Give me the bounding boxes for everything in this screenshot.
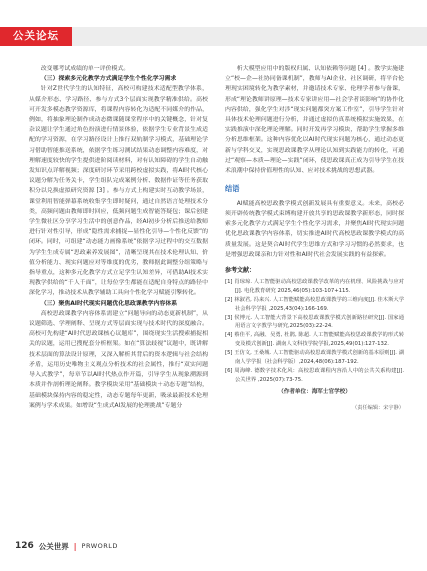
reference-item: [3] 侯博元. 人工智能大背景下高校思政课教学模式创新路径研究[J]. 国家通用语言文字教学与研究,2025(03):22-24.	[225, 314, 404, 330]
column-header-bar	[0, 27, 427, 46]
editor-note: （责任编辑：宋宇静）	[352, 404, 404, 411]
author-affiliation: （作者单位：海军士官学校）	[278, 388, 351, 395]
paragraph: AI赋能高校思政教学模式创新发展具有重要意义。未来，高校必须开辟传统教学模式束缚构建开放共享的思政课教学新形态，同时探索多元化教学方式满足学生个性化学习需求，并聚焦AI时代现实问题优化思政课教学内容体系，切实推进AI时代高校思政课教学模式的高质量发展。这是契合AI时代学生思维方式和学习习惯的必然要求，也是增强思政课亲和力针对性和AI时代社会发展实践的有益探索。	[225, 200, 404, 258]
magazine-name-en: PRWORLD	[81, 542, 118, 550]
page-number: 126	[15, 541, 34, 551]
paragraph: 针对Z世代学生的认知特征，高校可构建技术适配型教学体系，从媒介形态、学习路径、参与方式3个层面实现教学精准供给。高校可开发多模态教学资源库，将课程内容转化为适配不同媒介的作品，例如，将抽象理论制作成动态微课随课堂程序中的关键概念，针对复杂议题让学生通过角色扮演进行情景体验，依据学生专业背景生成适配的学习资源，在学习路径设计上推行双轨制学习模式，基础理论学习借助智能推送系统，依据学生练习测试结果动态调整内容难度，对理解速度较快的学生提供进阶阅读材料，对有认知障碍的学生自动触发知识点详解视频；深度研讨环节采用跨校虚拟实践，将AI时代核心议题分解为任务关卡，学生组队完成案例分析、数据作证等任务获取积分以兑换虚拟研究资源 [3] 。参与方式上构建实时互动教学场景，课堂利用智能弹幕系统收集学生即时疑问，通过自然语言处理技术分类，高频问题由教师即时回应，低频问题生成智能答疑包；课后创建学生微社区分享学习生活中的创意作品，经AI初步分析后推送给教师进行针对性引导，形成“隐性需求捕捉—显性化引导—个性化反馈”的闭环。同时，可组建“动态能力画像系统”依据学习过程中的交互数据为学生生成专属“思政素养发展图”，清晰呈现其在技术伦理认知、价值分析能力、现实问题应对等维度的优劣，教师据此调整分组策略与指导重点，这种多元化教学方式立足学生认知差异，可借助AI技术实现教学供给的“千人千面”，让每位学生都能在适配自身特点的路径中深化学习，推动技术从教学辅助工具向个性化学习赋能引擎转化。	[29, 86, 208, 297]
page-footer	[15, 540, 118, 552]
paragraph: 高校思政课教学内容体系需建立“问题导向的动态更新机制”，从议题筛选、学理阐释、呈现方式等层面实现与技术时代的深度融合。高校可先构建“AI时代思政课核心议题库”，围绕现实生活搜索捕捉相关的议题，运用已搜配套分析框架。如在“算法歧视”议题中，既讲解技术层面的算法设计原理，又深入解析其背后的资本逻辑与社会结构矛盾，运用历史唯物主义观点分析技术的社会属性，推行“双实问题导入式教学”，每章节以AI时代热点作开篇，引导学生从现象溯源到本质并作剖析理论阐释。教学模块采用“基础模块＋动态专题”结构，基础模块保持内容的稳定性，动态专题每年更新，吸录最新技术伦理案例与学术成果。如增设“生成式AI发展的伦理挑战”专题分	[29, 310, 208, 409]
reference-item: [1] 肖琼琼. 人工智能驱动高校思政课教学改革的内在机理、风险挑战与应对[J]. 电化教育研究 2025,46(05):103-107+115.	[225, 278, 404, 294]
reference-item: [4] 蔡佳平, 高融、吴勇, 杜鹃, 陈超. 人工智能赋能高校思政课教学的形式转变及模式创新[J]. 湖南人文科技学院学报,2025,49(01):127-132.	[225, 332, 404, 348]
conclusion-heading: 结语	[225, 184, 240, 194]
column-name-tab: 公关论坛	[0, 27, 72, 46]
subsection-title: （三）聚焦AI时代现实问题优化思政课教学内容体系	[40, 300, 178, 307]
subsection-title: （三）探索多元化教学方式满足学生个性化学习需求	[40, 76, 177, 83]
magazine-name: 公关世界	[38, 541, 69, 551]
reference-item: [6] 周海峰. 德数字技术化风：高校思政课程内容沿人中的公共关系构建[J]. 公关世界 ,2025(07):73-75.	[225, 368, 404, 383]
references-heading: 参考文献：	[225, 266, 256, 274]
right-text-column	[225, 64, 404, 524]
reference-item: [5] 王仿文, 王桑城. 人工智能驱动高校思政课教学模式创新的基本原则[J]. 湖南人学学报（社会科学版）,2024,48(06):187-192.	[225, 350, 404, 366]
paragraph: 改变哪考试成绩的单一评价模式。	[40, 66, 130, 72]
paragraph: 析大模型应用中的版权归属、认知依赖等问题 [4] 。教学实施建立“校—企—社协同备课机制”，教师与AI企业、社区调研，将平台伦理现实困境转化为教学素材，并邀请技术专家、伦理学者参与备课，形成“理论教师讲原理—技术专家讲应用—社会学者谈影响”的协作化内容供给，强化学生对涉“现实问题都突方案工作室”，引导学生针对具体技术伦理问题进行分析，并通过虚拟仿真系统模拟实施效果，在实践推演中深化理论理解。同时开发再学习模块，帮助学生掌握多维分析思维框架。这种内容优化以AI时代现实问题为核心，通过动态更新与学科交叉，实现思政课教学从理论认知到实践能力的转化，可通过“观察—本质—理论—实践”闭环，使思政课真正成为引导学生在技术浪潮中保持价值理性的认知、应对技术挑战的思想武器。	[225, 66, 404, 175]
reference-item: [2] 林淑君, 冯来兴. 人工智能赋能高校思政课教学的三维向度[J]. 佳木斯大学社会科学学报 ,2025,43(04):166-169.	[225, 296, 404, 312]
footer-separator-icon: |	[73, 541, 77, 551]
left-text-column	[29, 64, 208, 524]
